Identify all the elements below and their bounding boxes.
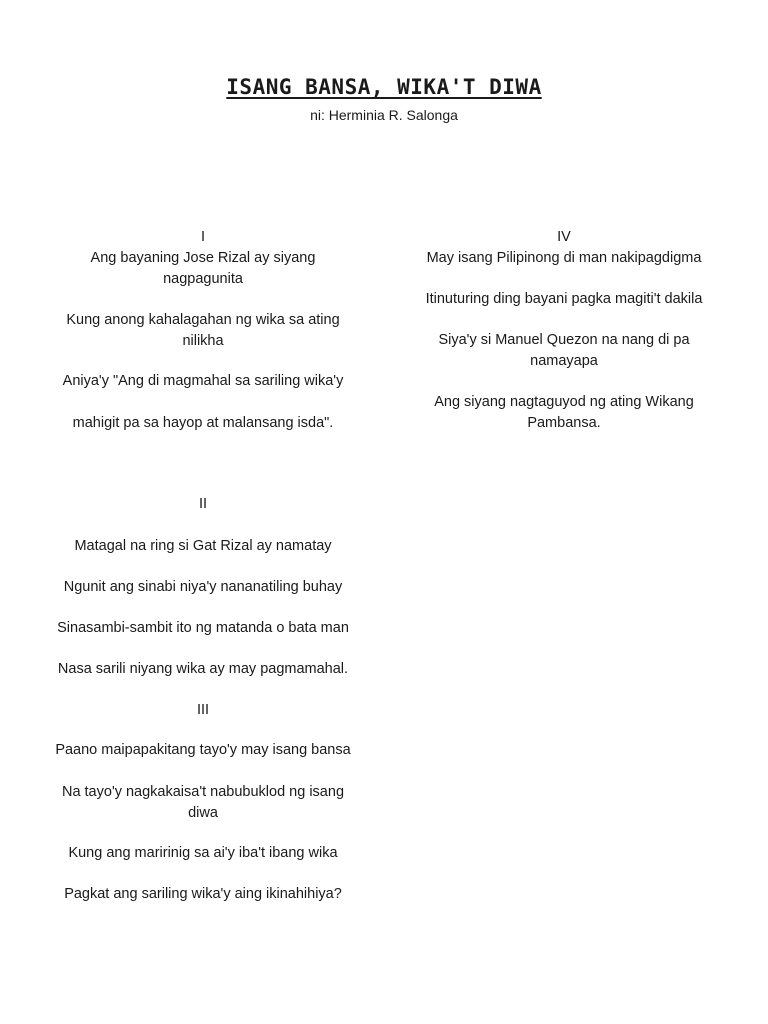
stanza-numeral: II [198, 496, 208, 512]
poem-line: mahigit pa sa hayop at malansang isda". [72, 415, 334, 431]
stanza-numeral: I [200, 229, 206, 245]
poem-line: Itinuturing ding bayani pagka magiti't dakila [425, 291, 703, 307]
poem-line: Na tayo'y nagkakaisa't nabubuklod ng isang diwa [61, 784, 345, 821]
poem-line: Siya'y si Manuel Quezon na nang di pa namayapa [438, 332, 690, 369]
poem-line: Matagal na ring si Gat Rizal ay namatay [74, 538, 332, 554]
poem-line: May isang Pilipinong di man nakipagdigma [426, 250, 702, 266]
poem-author: ni: Herminia R. Salonga [310, 107, 458, 123]
right-column [408, 0, 720, 1024]
poem-line: Pagkat ang sariling wika'y aing ikinahihiya? [64, 886, 342, 902]
poem-line: Aniya'y "Ang di magmahal sa sariling wika'y [62, 373, 344, 389]
poem-line: Kung ang maririnig sa ai'y iba't ibang wika [68, 845, 338, 861]
poem-line: Ang siyang nagtaguyod ng ating Wikang Pambansa. [434, 394, 694, 431]
left-column [44, 0, 362, 1024]
poem-line: Kung anong kahalagahan ng wika sa ating nilikha [66, 312, 340, 349]
poem-title-text: ISANG BANSA, WIKA'T DIWA [226, 75, 542, 99]
poem-line: Ang bayaning Jose Rizal ay siyang nagpagunita [90, 250, 316, 287]
poem-line: Paano maipapakitang tayo'y may isang bansa [55, 742, 351, 758]
stanza-numeral: III [196, 702, 210, 718]
poem-line: Nasa sarili niyang wika ay may pagmamahal. [57, 661, 349, 677]
poem-line: Ngunit ang sinabi niya'y nananatiling buhay [63, 579, 343, 595]
poem-line: Sinasambi-sambit ito ng matanda o bata man [57, 620, 349, 636]
stanza-numeral: IV [557, 229, 571, 245]
